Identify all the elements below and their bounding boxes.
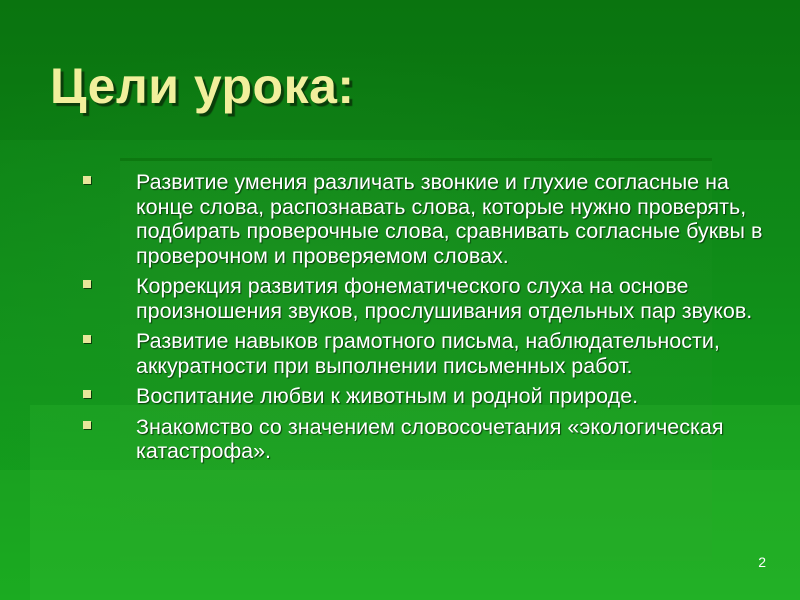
- goal-item: [83, 329, 773, 378]
- goals-list: [83, 170, 773, 470]
- goal-text: Знакомство со значением словосочетания «экологическая катастрофа».: [136, 414, 724, 463]
- goal-text: Развитие навыков грамотного письма, наблюдательности, аккуратности при выполнении письменных работ.: [136, 329, 720, 378]
- goal-item: [83, 384, 773, 409]
- goal-text: Развитие умения различать звонкие и глухие согласные на конце слова, распознавать слова, которые нужно проверять, подбирать проверочные слова, сравнивать согласные буквы в проверочном и проверяемом словах.: [136, 170, 763, 268]
- square-bullet-icon: [83, 390, 91, 398]
- goal-item: [83, 274, 773, 323]
- square-bullet-icon: [83, 280, 91, 288]
- square-bullet-icon: [83, 176, 91, 184]
- goal-text: Коррекция развития фонематического слуха на основе произношения звуков, прослушивания отдельных пар звуков.: [136, 274, 753, 323]
- page-number: 2: [758, 554, 766, 570]
- decor-band-footer: [0, 470, 800, 600]
- goal-text: Воспитание любви к животным и родной природе.: [136, 384, 639, 408]
- slide-title: Цели урока:: [50, 58, 355, 114]
- square-bullet-icon: [83, 421, 91, 429]
- goal-item: [83, 170, 773, 268]
- goal-item: [83, 415, 773, 464]
- square-bullet-icon: [83, 335, 91, 343]
